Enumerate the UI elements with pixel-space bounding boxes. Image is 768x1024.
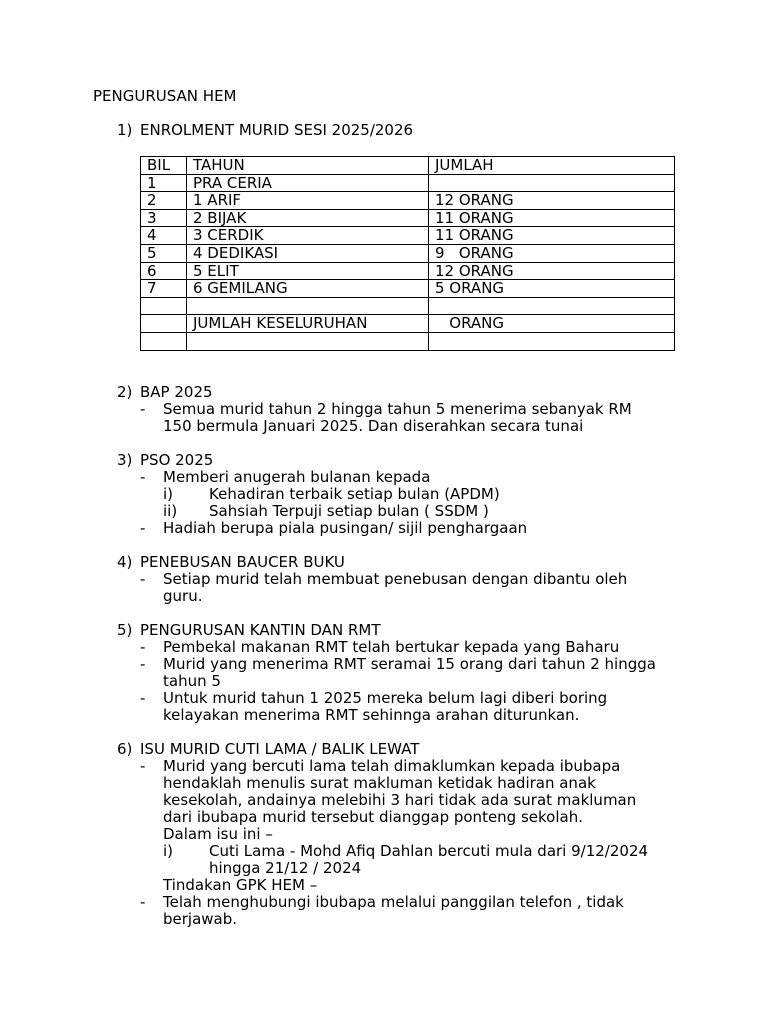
cell-jumlah: 9 ORANG [429, 244, 675, 262]
cell-jumlah [429, 332, 675, 350]
section-3-bullet-1: Memberi anugerah bulanan kepada [163, 468, 431, 486]
section-4-number: 4) [117, 553, 133, 571]
cell-bil: 1 [141, 174, 187, 192]
section-3-number: 3) [117, 451, 133, 469]
section-6-bullet-2-line-1: Telah menghubungi ibubapa melalui panggilan telefon , tidak [163, 893, 624, 911]
cell-bil: 4 [141, 227, 187, 245]
section-6-bullet-1-line-3: kesekolah, andainya melebihi 3 hari tidak ada surat makluman [163, 791, 637, 809]
bullet-dash: - [140, 689, 146, 707]
cell-tahun: 4 DEDIKASI [187, 244, 429, 262]
cell-tahun: 5 ELIT [187, 262, 429, 280]
cell-bil [141, 297, 187, 315]
cell-bil: 7 [141, 280, 187, 298]
cell-jumlah [429, 174, 675, 192]
header-bil: BIL [141, 157, 187, 175]
cell-total-label: JUMLAH KESELURUHAN [187, 315, 429, 333]
cell-bil: 3 [141, 209, 187, 227]
section-2-bullet-1-line-2: 150 bermula Januari 2025. Dan diserahkan secara tunai [163, 417, 584, 435]
cell-tahun: 3 CERDIK [187, 227, 429, 245]
section-5-bullet-2-line-1: Murid yang menerima RMT seramai 15 orang dari tahun 2 hingga [163, 655, 656, 673]
section-5-bullet-1: Pembekal makanan RMT telah bertukar kepada yang Baharu [163, 638, 620, 656]
table-row [141, 297, 675, 315]
section-5-bullet-2-line-2: tahun 5 [163, 672, 221, 690]
table-row [141, 192, 675, 210]
cell-total-jumlah: ORANG [429, 315, 675, 333]
table-total-row [141, 315, 675, 333]
section-5-bullet-3-line-2: kelayakan menerima RMT sehinnga arahan diturunkan. [163, 706, 580, 724]
cell-jumlah: 5 ORANG [429, 280, 675, 298]
cell-bil [141, 332, 187, 350]
table-row [141, 262, 675, 280]
cell-tahun: 2 BIJAK [187, 209, 429, 227]
cell-jumlah: 12 ORANG [429, 192, 675, 210]
section-1-number: 1) [117, 121, 133, 139]
bullet-dash: - [140, 638, 146, 656]
header-tahun: TAHUN [187, 157, 429, 175]
bullet-dash: - [140, 570, 146, 588]
table-row [141, 280, 675, 298]
section-6-bullet-2-line-2: berjawab. [163, 910, 238, 928]
section-2-bullet-1-line-1: Semua murid tahun 2 hingga tahun 5 menerima sebanyak RM [163, 400, 632, 418]
bullet-dash: - [140, 893, 146, 911]
cell-bil [141, 315, 187, 333]
section-5-number: 5) [117, 621, 133, 639]
cell-tahun: 6 GEMILANG [187, 280, 429, 298]
cell-tahun: PRA CERIA [187, 174, 429, 192]
section-6-sub-1-line-1: Cuti Lama - Mohd Afiq Dahlan bercuti mula dari 9/12/2024 [209, 842, 649, 860]
section-4-heading: PENEBUSAN BAUCER BUKU [140, 553, 345, 571]
section-3-sub-1: Kehadiran terbaik setiap bulan (APDM) [209, 485, 500, 503]
section-1-heading: ENROLMENT MURID SESI 2025/2026 [140, 121, 414, 139]
enrolment-table [140, 156, 675, 351]
cell-jumlah: 11 ORANG [429, 227, 675, 245]
cell-bil: 6 [141, 262, 187, 280]
cell-bil: 5 [141, 244, 187, 262]
cell-tahun [187, 332, 429, 350]
cell-bil: 2 [141, 192, 187, 210]
table-row [141, 244, 675, 262]
cell-jumlah: 12 ORANG [429, 262, 675, 280]
section-3-sub-2-number: ii) [163, 502, 178, 520]
section-5-bullet-3-line-1: Untuk murid tahun 1 2025 mereka belum lagi diberi boring [163, 689, 608, 707]
section-4-bullet-1-line-2: guru. [163, 587, 203, 605]
section-2-heading: BAP 2025 [140, 383, 213, 401]
cell-jumlah: 11 ORANG [429, 209, 675, 227]
header-jumlah: JUMLAH [429, 157, 675, 175]
section-3-sub-2: Sahsiah Terpuji setiap bulan ( SSDM ) [209, 502, 489, 520]
cell-tahun: 1 ARIF [187, 192, 429, 210]
table-row [141, 209, 675, 227]
section-6-bullet-1-line-5: Dalam isu ini – [163, 825, 273, 843]
section-3-heading: PSO 2025 [140, 451, 214, 469]
table-row [141, 332, 675, 350]
section-3-bullet-2: Hadiah berupa piala pusingan/ sijil penghargaan [163, 519, 528, 537]
section-6-tindakan: Tindakan GPK HEM – [163, 876, 318, 894]
section-6-bullet-1-line-1: Murid yang bercuti lama telah dimaklumkan kepada ibubapa [163, 757, 621, 775]
bullet-dash: - [140, 757, 146, 775]
table-row [141, 174, 675, 192]
section-6-bullet-1-line-4: dari ibubapa murid tersebut dianggap ponteng sekolah. [163, 808, 583, 826]
bullet-dash: - [140, 400, 146, 418]
cell-tahun [187, 297, 429, 315]
table-header-row [141, 157, 675, 175]
section-6-heading: ISU MURID CUTI LAMA / BALIK LEWAT [140, 740, 420, 758]
document-title: PENGURUSAN HEM [93, 87, 237, 105]
table-row [141, 227, 675, 245]
cell-jumlah [429, 297, 675, 315]
section-6-number: 6) [117, 740, 133, 758]
section-2-number: 2) [117, 383, 133, 401]
bullet-dash: - [140, 655, 146, 673]
bullet-dash: - [140, 468, 146, 486]
section-3-sub-1-number: i) [163, 485, 174, 503]
section-6-sub-1-number: i) [163, 842, 174, 860]
section-6-sub-1-line-2: hingga 21/12 / 2024 [209, 859, 362, 877]
section-6-bullet-1-line-2: hendaklah menulis surat makluman ketidak hadiran anak [163, 774, 596, 792]
bullet-dash: - [140, 519, 146, 537]
section-5-heading: PENGURUSAN KANTIN DAN RMT [140, 621, 381, 639]
section-4-bullet-1-line-1: Setiap murid telah membuat penebusan dengan dibantu oleh [163, 570, 628, 588]
